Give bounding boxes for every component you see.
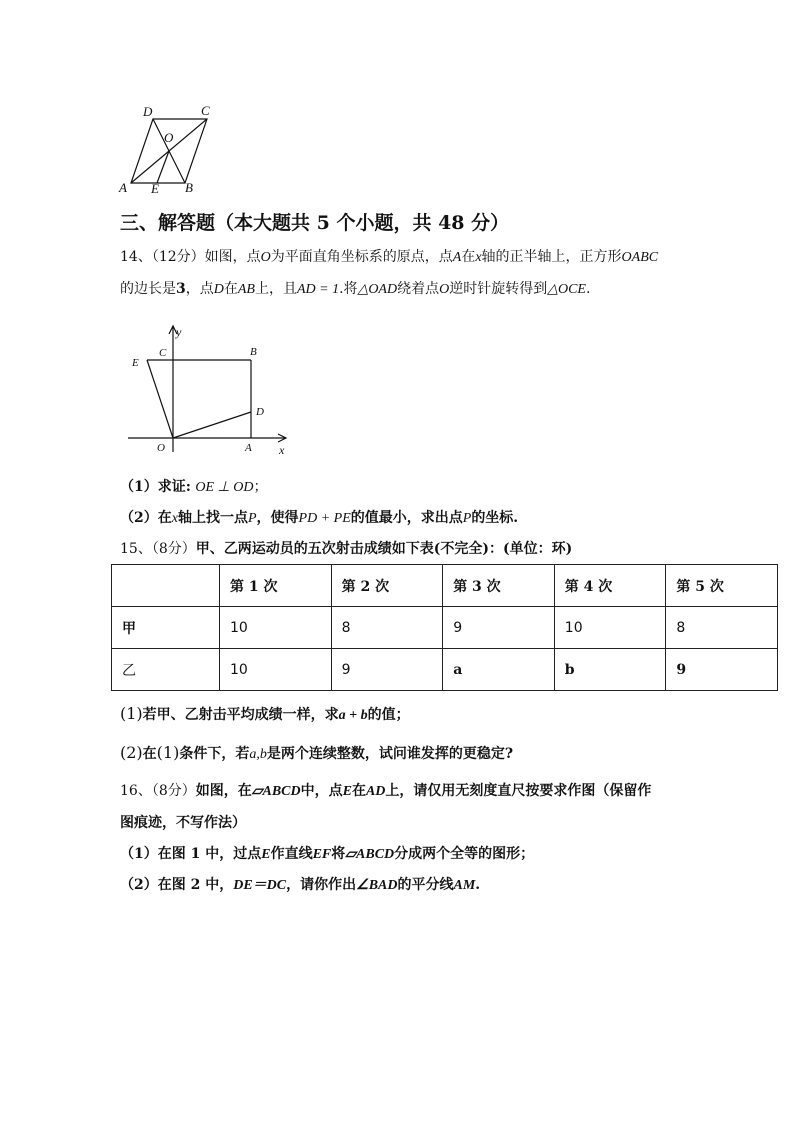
score-table (111, 564, 778, 691)
label-b: B (250, 346, 257, 358)
segment-od (173, 412, 251, 438)
q16-part1: （1）在图 1 中，过点E作直线EF将▱ABCD分成两个全等的图形； (120, 846, 535, 862)
table-cell: 10 (220, 649, 332, 691)
segment-oe (147, 360, 173, 438)
q15-line1: 15、（8分）甲、乙两运动员的五次射击成绩如下表(不完全)：(单位：环) (120, 541, 573, 557)
q14-part2: （2）在x轴上找一点P，使得PD + PE的值最小，求出点P的坐标. (120, 510, 519, 526)
table-cell: b (554, 649, 666, 691)
table-row (112, 649, 778, 691)
label-o: O (157, 442, 165, 454)
label-b: B (185, 180, 193, 195)
table-header-cell: 第 5 次 (666, 565, 778, 607)
table-cell: 10 (554, 607, 666, 649)
table-cell: 10 (220, 607, 332, 649)
q14-line1: 14、（12分）如图，点O为平面直角坐标系的原点，点A在x轴的正半轴上，正方形OABC (120, 249, 659, 265)
table-header-cell: 第 4 次 (554, 565, 666, 607)
label-x: x (279, 443, 285, 457)
table-cell: 乙 (112, 649, 220, 691)
table-cell: 9 (443, 607, 555, 649)
label-a: A (119, 180, 127, 195)
q14-number: 14、（12分） (120, 249, 205, 265)
table-header-cell: 第 2 次 (331, 565, 443, 607)
table-cell (112, 565, 220, 607)
section-heading: 三、解答题（本大题共 5 个小题，共 48 分） (120, 212, 510, 234)
table-cell: 8 (331, 607, 443, 649)
q16-line1: 16、（8分）如图，在▱ABCD中，点E在AD上，请仅用无刻度直尺按要求作图（保留作 (120, 783, 652, 799)
q16-part2: （2）在图 2 中，DE＝DC，请你作出∠BAD的平分线AM. (120, 877, 481, 893)
label-d: D (143, 104, 153, 119)
table-header-cell: 第 1 次 (220, 565, 332, 607)
label-a: A (245, 442, 252, 454)
table-cell: 8 (666, 607, 778, 649)
q16-line2: 图痕迹，不写作法） (120, 815, 246, 831)
label-o: O (164, 130, 174, 145)
table-header-row (112, 565, 778, 607)
q16-number: 16、（8分） (120, 783, 196, 799)
q15-number: 15、（8分） (120, 541, 196, 557)
parallelogram-figure (115, 100, 225, 195)
label-e: E (151, 181, 159, 195)
q14-line2: 的边长是3，点D在AB上，且AD = 1.将△OAD绕着点O逆时针旋转得到△OCE. (120, 281, 591, 297)
label-c: C (159, 347, 167, 359)
label-e: E (132, 357, 139, 369)
q15-part2: (2)在(1)条件下，若a,b是两个连续整数，试问谁发挥的更稳定? (120, 743, 514, 762)
coordinate-figure (120, 318, 300, 460)
q15-part1: (1)若甲、乙射击平均成绩一样，求a + b的值； (120, 704, 410, 723)
table-header-cell: 第 3 次 (443, 565, 555, 607)
label-d: D (256, 406, 264, 418)
table-cell: 甲 (112, 607, 220, 649)
table-cell: 9 (331, 649, 443, 691)
q14-part1: （1）求证: OE ⊥ OD； (120, 479, 268, 495)
table-cell: a (443, 649, 555, 691)
label-c: C (201, 103, 210, 118)
label-y: y (176, 325, 182, 339)
table-cell: 9 (666, 649, 778, 691)
table-row (112, 607, 778, 649)
